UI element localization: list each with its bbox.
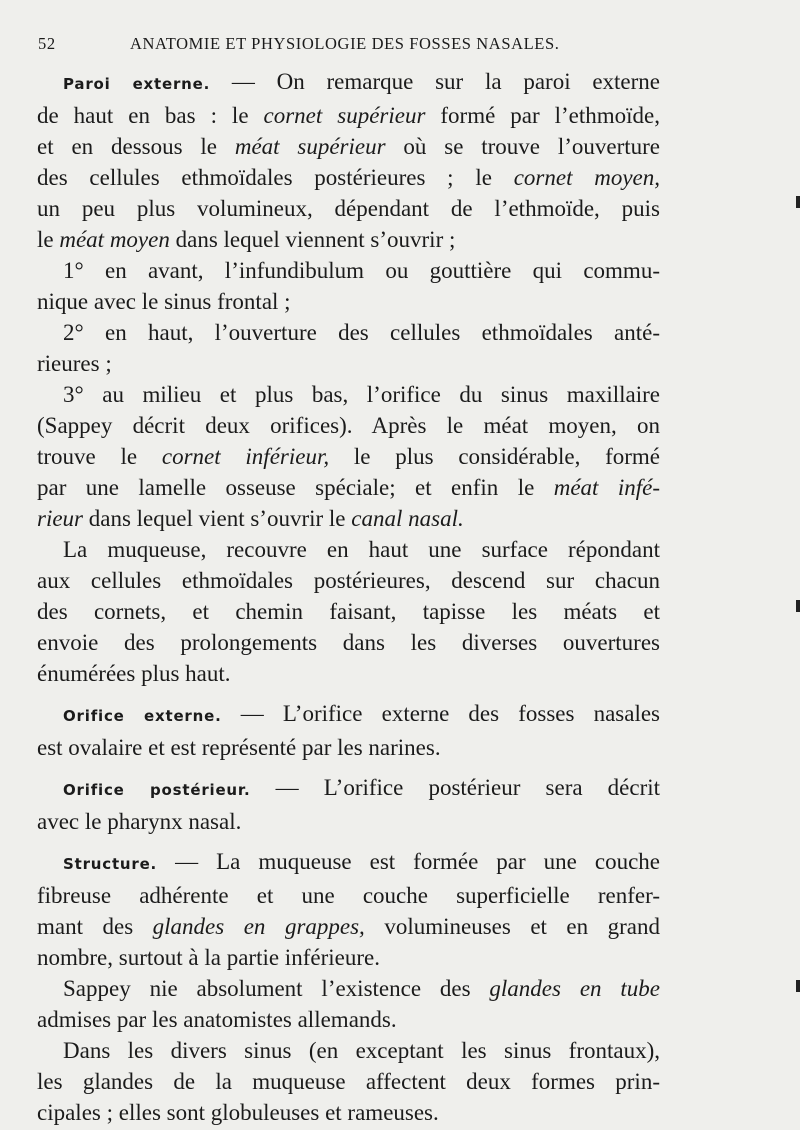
text-run: La muqueuse, recouvre en haut une surface répondant [63, 537, 660, 562]
italic-term: cornet moyen, [513, 165, 660, 190]
text-line [37, 732, 660, 763]
text-line [37, 1004, 660, 1035]
text-line [37, 534, 660, 565]
text-line [37, 100, 660, 131]
italic-term: glandes en tube [489, 976, 660, 1001]
text-run: fibreuse adhérente et une couche superficielle renfer- [37, 883, 660, 908]
text-line [37, 441, 660, 472]
text-line [37, 698, 660, 732]
text-run: des cellules ethmoïdales postérieures ; le [37, 165, 492, 190]
text-line [37, 193, 660, 224]
text-line [37, 627, 660, 658]
text-run: volumineuses et en grand [384, 914, 661, 939]
text-line [37, 224, 660, 255]
text-run: rieures ; [37, 351, 112, 376]
text-run: (Sappey décrit deux orifices). Après le méat moyen, on [37, 413, 660, 438]
em-dash: — [275, 775, 299, 800]
text-line [37, 846, 660, 880]
text-line [37, 772, 660, 806]
text-run: admises par les anatomistes allemands. [37, 1007, 397, 1032]
text-line [37, 162, 660, 193]
text-line [37, 379, 660, 410]
text-run: La muqueuse est formée par une couche [216, 849, 661, 874]
italic-term: cornet supérieur [263, 103, 426, 128]
page-edge-mark [796, 196, 800, 208]
italic-term: méat infé- [553, 475, 661, 500]
section-heading-structure: Structure. [63, 855, 158, 873]
text-run: Sappey nie absolument l’existence des [63, 976, 471, 1001]
text-line [37, 806, 660, 837]
text-run: le [37, 227, 54, 252]
text-line [37, 66, 660, 100]
text-run: envoie des prolongements dans les diverses ouvertures [37, 630, 660, 655]
running-title: ANATOMIE ET PHYSIOLOGIE DES FOSSES NASALES. [130, 34, 560, 53]
text-line [37, 565, 660, 596]
text-line [37, 942, 660, 973]
text-run: des cornets, et chemin faisant, tapisse les méats et [37, 599, 660, 624]
paragraph-orifice-externe [37, 698, 660, 763]
text-run: le plus considérable, formé [353, 444, 660, 469]
text-run: mant des [37, 914, 134, 939]
page-edge-mark [796, 600, 800, 612]
text-line [37, 911, 660, 942]
em-dash: — [231, 69, 255, 94]
text-line [37, 1097, 660, 1128]
text-run: trouve le [37, 444, 138, 469]
text-line [37, 880, 660, 911]
text-run: On remarque sur la paroi externe [276, 69, 661, 94]
text-run: dans lequel viennent s’ouvrir ; [175, 227, 456, 252]
running-head [38, 34, 658, 56]
text-line [37, 1066, 660, 1097]
text-line [37, 255, 660, 286]
italic-term: canal nasal. [351, 506, 464, 531]
text-run: Dans les divers sinus (en exceptant les sinus frontaux), [63, 1038, 660, 1063]
section-heading-paroi-externe: Paroi externe. [63, 75, 211, 93]
text-run: les glandes de la muqueuse affectent deux formes prin- [37, 1069, 660, 1094]
em-dash: — [175, 849, 199, 874]
em-dash: — [240, 701, 264, 726]
section-heading-orifice-posterieur: Orifice postérieur. [63, 781, 251, 799]
italic-term: glandes en grappes, [152, 914, 365, 939]
section-heading-orifice-externe: Orifice externe. [63, 707, 222, 725]
text-run: dans lequel vient s’ouvrir le [88, 506, 346, 531]
text-run: aux cellules ethmoïdales postérieures, descend sur chacun [37, 568, 660, 593]
italic-term: méat supérieur [234, 134, 386, 159]
text-run: un peu plus volumineux, dépendant de l’ethmoïde, puis [37, 196, 660, 221]
text-line [37, 317, 660, 348]
text-run: 2° en haut, l’ouverture des cellules ethmoïdales anté- [63, 320, 660, 345]
italic-term: rieur [37, 506, 83, 531]
text-run: 3° au milieu et plus bas, l’orifice du sinus maxillaire [63, 382, 660, 407]
text-run: est ovalaire et est représenté par les narines. [37, 735, 441, 760]
paragraph-paroi-externe [37, 66, 660, 689]
text-line [37, 596, 660, 627]
text-run: nique avec le sinus frontal ; [37, 289, 291, 314]
paragraph-structure [37, 846, 660, 1128]
text-line [37, 348, 660, 379]
text-line [37, 410, 660, 441]
text-line [37, 503, 660, 534]
italic-term: cornet inférieur, [161, 444, 330, 469]
text-run: formé par l’ethmoïde, [440, 103, 661, 128]
text-run: L’orifice externe des fosses nasales [282, 701, 660, 726]
text-run: L’orifice postérieur sera décrit [323, 775, 661, 800]
page-number: 52 [38, 34, 56, 53]
italic-term: méat moyen [59, 227, 170, 252]
body-text [37, 66, 660, 1128]
text-line [37, 131, 660, 162]
text-run: de haut en bas : le [37, 103, 249, 128]
text-line [37, 1035, 660, 1066]
text-run: 1° en avant, l’infundibulum ou gouttière qui commu- [63, 258, 660, 283]
text-run: cipales ; elles sont globuleuses et rameuses. [37, 1100, 439, 1125]
text-run: nombre, surtout à la partie inférieure. [37, 945, 380, 970]
text-line [37, 472, 660, 503]
page-edge-mark [796, 980, 800, 992]
text-line [37, 286, 660, 317]
text-line [37, 658, 660, 689]
text-line [37, 973, 660, 1004]
text-run: avec le pharynx nasal. [37, 809, 242, 834]
text-run: où se trouve l’ouverture [403, 134, 661, 159]
paragraph-orifice-posterieur [37, 772, 660, 837]
text-run: énumérées plus haut. [37, 661, 231, 686]
text-run: et en dessous le [37, 134, 217, 159]
text-run: par une lamelle osseuse spéciale; et enfin le [37, 475, 535, 500]
